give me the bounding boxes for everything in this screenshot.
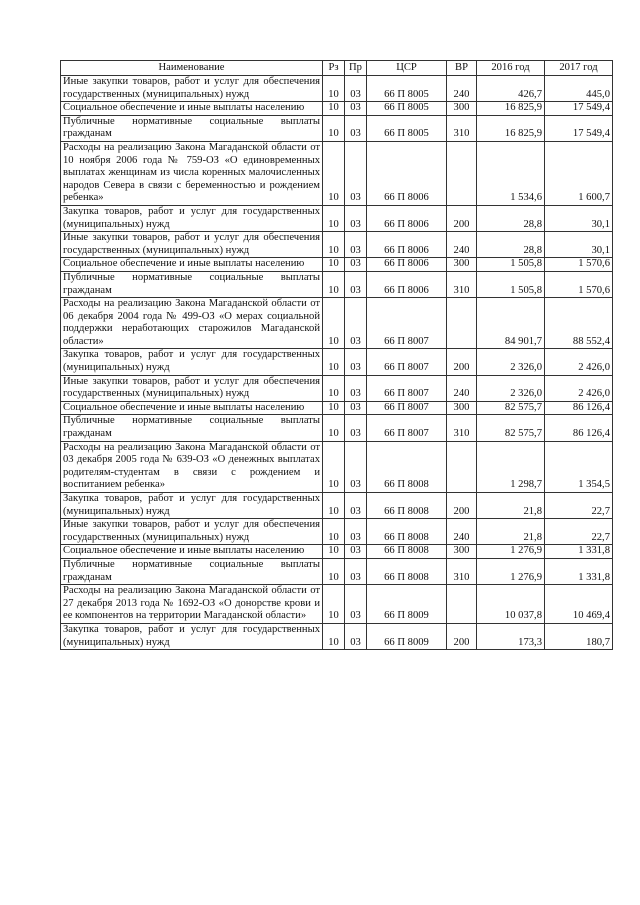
cell-2016: 10 037,8: [477, 585, 545, 624]
cell-vr: 310: [447, 415, 477, 441]
cell-vr: 200: [447, 349, 477, 375]
cell-csr: 66 П 8007: [367, 298, 447, 349]
cell-vr: 300: [447, 102, 477, 116]
cell-vr: [447, 141, 477, 205]
cell-2017: 17 549,4: [545, 102, 613, 116]
cell-pr: 03: [345, 585, 367, 624]
cell-csr: 66 П 8007: [367, 415, 447, 441]
table-row: [61, 401, 613, 415]
cell-2016: 1 505,8: [477, 258, 545, 272]
cell-csr: 66 П 8005: [367, 115, 447, 141]
cell-rz: 10: [323, 545, 345, 559]
cell-2016: 1 534,6: [477, 141, 545, 205]
cell-rz: 10: [323, 493, 345, 519]
cell-2017: 86 126,4: [545, 415, 613, 441]
cell-vr: 240: [447, 76, 477, 102]
cell-pr: 03: [345, 271, 367, 297]
cell-pr: 03: [345, 205, 367, 231]
cell-rz: 10: [323, 585, 345, 624]
cell-2017: 1 331,8: [545, 558, 613, 584]
cell-2016: 16 825,9: [477, 115, 545, 141]
cell-vr: 300: [447, 258, 477, 272]
cell-vr: 200: [447, 205, 477, 231]
cell-rz: 10: [323, 115, 345, 141]
cell-rz: 10: [323, 102, 345, 116]
header-2017: 2017 год: [545, 61, 613, 76]
cell-rz: 10: [323, 271, 345, 297]
cell-pr: 03: [345, 493, 367, 519]
cell-2017: 1 354,5: [545, 441, 613, 492]
cell-vr: 240: [447, 232, 477, 258]
cell-2016: 2 326,0: [477, 375, 545, 401]
cell-2017: 10 469,4: [545, 585, 613, 624]
table-row: [61, 205, 613, 231]
table-row: [61, 415, 613, 441]
cell-2017: 86 126,4: [545, 401, 613, 415]
cell-rz: 10: [323, 76, 345, 102]
cell-name: Иные закупки товаров, работ и услуг для обеспечения государственных (муниципальных) нужд: [61, 232, 323, 258]
cell-vr: 310: [447, 115, 477, 141]
cell-name: Социальное обеспечение и иные выплаты населению: [61, 545, 323, 559]
cell-pr: 03: [345, 545, 367, 559]
cell-vr: [447, 585, 477, 624]
cell-pr: 03: [345, 102, 367, 116]
cell-2016: 82 575,7: [477, 415, 545, 441]
table-row: [61, 76, 613, 102]
cell-rz: 10: [323, 558, 345, 584]
cell-rz: 10: [323, 519, 345, 545]
header-csr: ЦСР: [367, 61, 447, 76]
table-row: [61, 375, 613, 401]
table-row: [61, 232, 613, 258]
cell-2016: 84 901,7: [477, 298, 545, 349]
cell-vr: 240: [447, 375, 477, 401]
cell-pr: 03: [345, 349, 367, 375]
cell-2017: 22,7: [545, 519, 613, 545]
cell-csr: 66 П 8006: [367, 258, 447, 272]
cell-2017: 17 549,4: [545, 115, 613, 141]
cell-2016: 16 825,9: [477, 102, 545, 116]
cell-csr: 66 П 8009: [367, 623, 447, 649]
cell-2017: 30,1: [545, 232, 613, 258]
cell-name: Социальное обеспечение и иные выплаты населению: [61, 102, 323, 116]
cell-pr: 03: [345, 558, 367, 584]
cell-2016: 28,8: [477, 232, 545, 258]
table-row: [61, 623, 613, 649]
cell-vr: [447, 441, 477, 492]
cell-2016: 28,8: [477, 205, 545, 231]
cell-2016: 2 326,0: [477, 349, 545, 375]
cell-2017: 180,7: [545, 623, 613, 649]
cell-2017: 30,1: [545, 205, 613, 231]
cell-csr: 66 П 8008: [367, 493, 447, 519]
cell-vr: 300: [447, 401, 477, 415]
cell-2016: 21,8: [477, 493, 545, 519]
cell-vr: 240: [447, 519, 477, 545]
cell-2016: 1 298,7: [477, 441, 545, 492]
cell-2016: 82 575,7: [477, 401, 545, 415]
cell-csr: 66 П 8008: [367, 558, 447, 584]
header-rz: Рз: [323, 61, 345, 76]
table-row: [61, 115, 613, 141]
cell-csr: 66 П 8009: [367, 585, 447, 624]
cell-name: Закупка товаров, работ и услуг для государственных (муниципальных) нужд: [61, 205, 323, 231]
cell-name: Закупка товаров, работ и услуг для государственных (муниципальных) нужд: [61, 493, 323, 519]
cell-pr: 03: [345, 298, 367, 349]
cell-2017: 2 426,0: [545, 375, 613, 401]
cell-pr: 03: [345, 519, 367, 545]
cell-pr: 03: [345, 115, 367, 141]
cell-rz: 10: [323, 232, 345, 258]
cell-vr: [447, 298, 477, 349]
cell-rz: 10: [323, 375, 345, 401]
cell-rz: 10: [323, 401, 345, 415]
cell-2017: 445,0: [545, 76, 613, 102]
cell-csr: 66 П 8006: [367, 205, 447, 231]
cell-pr: 03: [345, 76, 367, 102]
cell-rz: 10: [323, 623, 345, 649]
header-pr: Пр: [345, 61, 367, 76]
cell-2016: 21,8: [477, 519, 545, 545]
budget-table: [60, 60, 613, 650]
cell-2016: 426,7: [477, 76, 545, 102]
table-row: [61, 585, 613, 624]
cell-pr: 03: [345, 401, 367, 415]
cell-name: Расходы на реализацию Закона Магаданской области от 06 декабря 2004 года № 499-ОЗ «О мерах социальной поддержки неработающих старожилов Магаданской области»: [61, 298, 323, 349]
cell-csr: 66 П 8005: [367, 102, 447, 116]
cell-vr: 310: [447, 558, 477, 584]
cell-csr: 66 П 8006: [367, 232, 447, 258]
cell-2017: 2 426,0: [545, 349, 613, 375]
cell-vr: 200: [447, 623, 477, 649]
cell-2017: 1 331,8: [545, 545, 613, 559]
cell-csr: 66 П 8005: [367, 76, 447, 102]
cell-name: Публичные нормативные социальные выплаты гражданам: [61, 115, 323, 141]
cell-csr: 66 П 8006: [367, 141, 447, 205]
header-vr: ВР: [447, 61, 477, 76]
table-row: [61, 102, 613, 116]
table-row: [61, 271, 613, 297]
table-row: [61, 441, 613, 492]
cell-rz: 10: [323, 441, 345, 492]
cell-name: Публичные нормативные социальные выплаты гражданам: [61, 558, 323, 584]
cell-rz: 10: [323, 298, 345, 349]
cell-2017: 88 552,4: [545, 298, 613, 349]
cell-2016: 1 505,8: [477, 271, 545, 297]
cell-2017: 1 570,6: [545, 271, 613, 297]
table-body: [61, 76, 613, 650]
cell-2017: 1 570,6: [545, 258, 613, 272]
cell-pr: 03: [345, 623, 367, 649]
table-row: [61, 298, 613, 349]
cell-name: Расходы на реализацию Закона Магаданской области от 03 декабря 2005 года № 639-ОЗ «О денежных выплатах родителям-студентам в связи с рождением и воспитанием ребенка»: [61, 441, 323, 492]
cell-2016: 173,3: [477, 623, 545, 649]
cell-name: Иные закупки товаров, работ и услуг для обеспечения государственных (муниципальных) нужд: [61, 375, 323, 401]
cell-name: Социальное обеспечение и иные выплаты населению: [61, 401, 323, 415]
cell-name: Иные закупки товаров, работ и услуг для обеспечения государственных (муниципальных) нужд: [61, 76, 323, 102]
cell-vr: 300: [447, 545, 477, 559]
cell-csr: 66 П 8007: [367, 401, 447, 415]
cell-csr: 66 П 8008: [367, 519, 447, 545]
cell-vr: 310: [447, 271, 477, 297]
cell-name: Закупка товаров, работ и услуг для государственных (муниципальных) нужд: [61, 623, 323, 649]
cell-csr: 66 П 8008: [367, 441, 447, 492]
cell-rz: 10: [323, 415, 345, 441]
cell-pr: 03: [345, 141, 367, 205]
cell-pr: 03: [345, 415, 367, 441]
table-row: [61, 519, 613, 545]
cell-csr: 66 П 8007: [367, 349, 447, 375]
table-row: [61, 349, 613, 375]
cell-csr: 66 П 8006: [367, 271, 447, 297]
cell-rz: 10: [323, 258, 345, 272]
cell-pr: 03: [345, 375, 367, 401]
cell-csr: 66 П 8007: [367, 375, 447, 401]
header-name: Наименование: [61, 61, 323, 76]
table-row: [61, 558, 613, 584]
cell-rz: 10: [323, 205, 345, 231]
cell-pr: 03: [345, 232, 367, 258]
cell-name: Расходы на реализацию Закона Магаданской области от 10 ноября 2006 года № 759-ОЗ «О единовременных выплатах женщинам из числа коренных малочисленных народов Севера в связи с беременностью и рождением ребенка»: [61, 141, 323, 205]
cell-2017: 1 600,7: [545, 141, 613, 205]
cell-name: Иные закупки товаров, работ и услуг для обеспечения государственных (муниципальных) нужд: [61, 519, 323, 545]
cell-name: Публичные нормативные социальные выплаты гражданам: [61, 271, 323, 297]
cell-name: Закупка товаров, работ и услуг для государственных (муниципальных) нужд: [61, 349, 323, 375]
cell-2017: 22,7: [545, 493, 613, 519]
header-row: [61, 61, 613, 76]
table-row: [61, 545, 613, 559]
cell-name: Публичные нормативные социальные выплаты гражданам: [61, 415, 323, 441]
cell-2016: 1 276,9: [477, 545, 545, 559]
cell-csr: 66 П 8008: [367, 545, 447, 559]
cell-name: Социальное обеспечение и иные выплаты населению: [61, 258, 323, 272]
table-row: [61, 258, 613, 272]
cell-name: Расходы на реализацию Закона Магаданской области от 27 декабря 2013 года № 1692-ОЗ «О донорстве крови и ее компонентов на территории Магаданской области»: [61, 585, 323, 624]
table-row: [61, 493, 613, 519]
header-2016: 2016 год: [477, 61, 545, 76]
cell-rz: 10: [323, 141, 345, 205]
table-row: [61, 141, 613, 205]
cell-vr: 200: [447, 493, 477, 519]
cell-2016: 1 276,9: [477, 558, 545, 584]
cell-pr: 03: [345, 258, 367, 272]
cell-pr: 03: [345, 441, 367, 492]
cell-rz: 10: [323, 349, 345, 375]
